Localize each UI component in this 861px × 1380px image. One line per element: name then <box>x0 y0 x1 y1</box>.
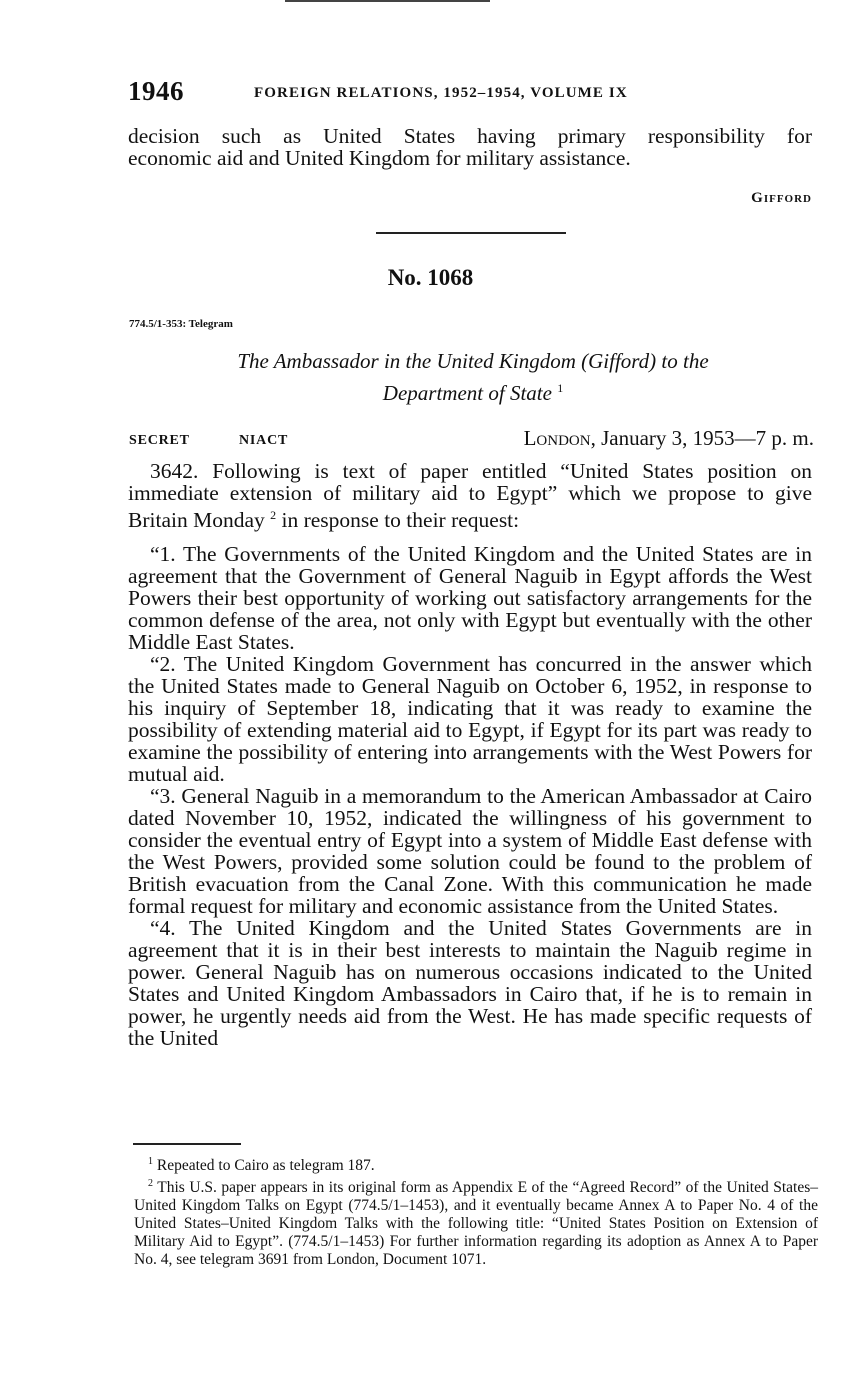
body-paragraph: “1. The Governments of the United Kingdom and the United States are in agreement that the Government of General Naguib in Egypt affords the West Powers their best opportunity of working out satisfactory arrangements for the common defense of the area, not only with Egypt but eventually with the other Middle East States. <box>128 542 812 655</box>
continuation-line: decision such as United States having primary responsibility for <box>128 124 812 148</box>
document-title-line: The Ambassador in the United Kingdom (Gifford) to the <box>237 349 709 373</box>
telegram-body <box>128 460 812 1049</box>
footnotes <box>134 1153 818 1269</box>
classification-label: SECRET <box>129 433 190 448</box>
footnote-text: This U.S. paper appears in its original form as Appendix E of the “Agreed Record” of the United States–United Kingdom Talks on Egypt (774.5/1–1453), and it eventually became Annex A to Paper No. 4 of the United States–United Kingdom Talks with the following title: “United States Position on Extension of Military Aid to Egypt”. (774.5/1–1453) For further information regarding its adoption as Annex A to Paper No. 4, see telegram 3691 from London, Document 1071. <box>134 1179 818 1269</box>
page-number: 1946 <box>128 76 184 106</box>
dateline <box>524 426 814 451</box>
continuation-paragraph <box>128 125 812 169</box>
footnote-text: Repeated to Cairo as telegram 187. <box>156 1157 375 1175</box>
footnote <box>134 1153 818 1175</box>
page-header <box>128 76 818 110</box>
precedence-label: NIACT <box>239 433 289 448</box>
body-paragraph: “2. The United Kingdom Government has concurred in the answer which the United States made to General Naguib on October 6, 1952, in response to his inquiry of September 18, indicating that it was ready to examine the possibility of extending material aid to Egypt, if Egypt for its part was ready to examine the possibility of entering into arrangements with the West Powers for mutual aid. <box>128 652 812 787</box>
document-title-line <box>128 375 818 407</box>
body-paragraph: “3. General Naguib in a memorandum to the American Ambassador at Cairo dated November 10, 1952, indicated the willingness of his government to consider the eventual entry of Egypt into a system of Middle East defense with the West Powers, provided some solution could be found to the problem of British evacuation from the Canal Zone. With this communication he made formal request for military and economic assistance from the United States. <box>128 784 812 919</box>
body-paragraph: “4. The United Kingdom and the United States Governments are in agreement that it is in their best interests to maintain the Naguib regime in power. General Naguib has on numerous occasions indicated to the United States and United Kingdom Ambassadors in Cairo that, if he is to remain in power, he urgently needs aid from the West. He has made specific requests of the United <box>128 916 812 1051</box>
file-reference: 774.5/1-353: Telegram <box>129 318 233 330</box>
section-divider <box>376 232 566 234</box>
document-number: No. 1068 <box>387 265 474 290</box>
document-title-line-2: Department of State <box>382 381 552 405</box>
body-paragraph: 3642. Following is text of paper entitled “United States position on immediate extension of military aid to Egypt” which we propose to give Britain Monday $^2$ in response to their request: <box>128 459 812 533</box>
footnote-divider <box>133 1143 241 1145</box>
signature: Gifford <box>751 190 812 206</box>
dateline-date: January 3, 1953—7 p. m. <box>595 426 814 450</box>
footnote <box>134 1175 818 1269</box>
footnote-ref: 1 <box>557 381 564 395</box>
footnote-marker: 2 <box>148 1178 153 1190</box>
footnote-marker: 1 <box>148 1156 153 1167</box>
running-head: FOREIGN RELATIONS, 1952–1954, VOLUME IX <box>254 85 628 101</box>
document-title <box>128 348 818 407</box>
top-edge-rule <box>285 0 490 2</box>
footnote-ref: 2 <box>270 508 277 522</box>
dateline-place: London, <box>523 426 596 450</box>
continuation-line: economic aid and United Kingdom for military assistance. <box>128 146 631 170</box>
